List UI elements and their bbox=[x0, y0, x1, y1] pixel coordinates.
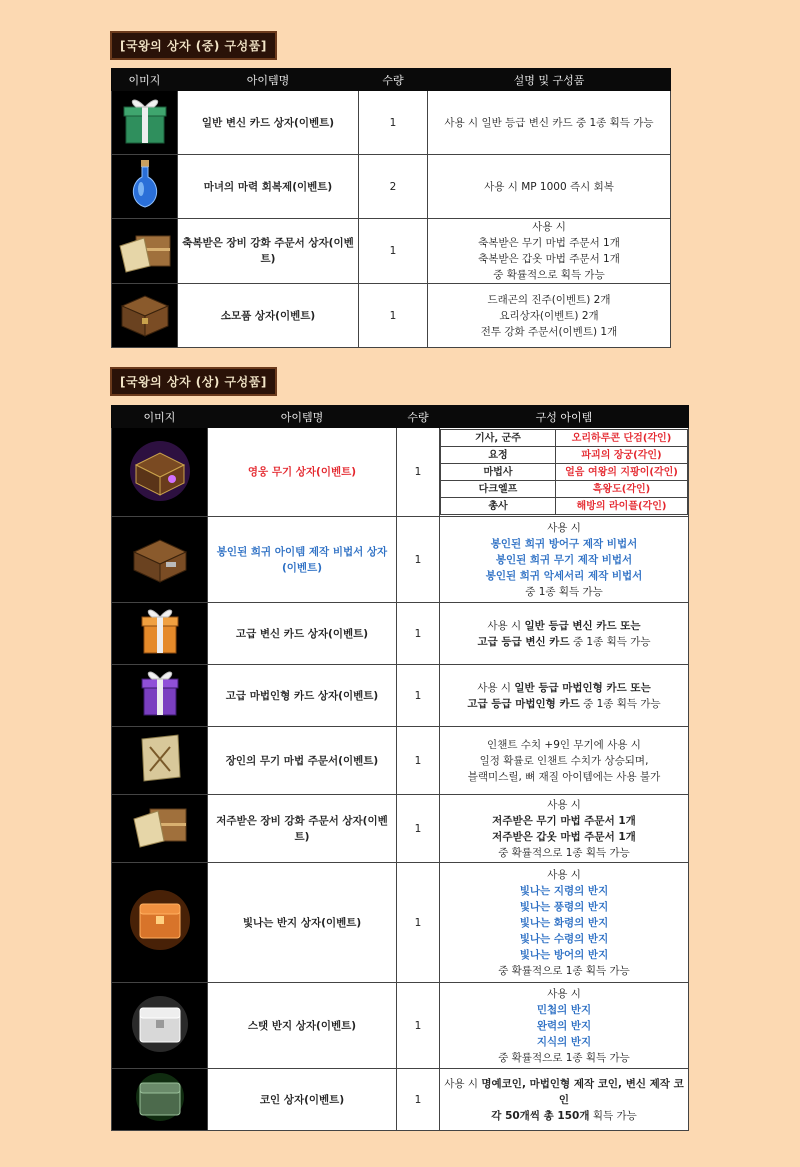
class-name: 다크엘프 bbox=[441, 481, 556, 498]
section2-title: [국왕의 상자 (상) 구성품] bbox=[110, 367, 277, 396]
desc-line: 중 1종 획득 가능 bbox=[525, 585, 603, 598]
item-name: 코인 상자(이벤트) bbox=[208, 1069, 397, 1131]
desc-line: 저주받은 무기 마법 주문서 1개 bbox=[492, 814, 636, 827]
item-qty: 2 bbox=[359, 155, 428, 219]
cursed-scroll-chest-icon bbox=[120, 795, 200, 857]
item-image bbox=[112, 91, 178, 155]
item-image bbox=[112, 795, 208, 863]
item-image bbox=[112, 665, 208, 727]
desc-line: 일정 확률로 인챈트 수치가 상승되며, bbox=[479, 754, 649, 767]
desc-line: 지식의 반지 bbox=[536, 1035, 592, 1048]
desc-line: 중 확률적으로 1종 획득 가능 bbox=[498, 1051, 630, 1064]
table-row bbox=[112, 155, 671, 219]
blue-potion-icon bbox=[114, 155, 176, 213]
item-desc: 사용 시 축복받은 무기 마법 주문서 1개 축복받은 갑옷 마법 주문서 1개 중 확률적으로 획득 가능 bbox=[428, 219, 671, 284]
item-name: 고급 마법인형 카드 상자(이벤트) bbox=[208, 665, 397, 727]
item-name: 마녀의 마력 회복제(이벤트) bbox=[178, 155, 359, 219]
table-row bbox=[112, 603, 689, 665]
wooden-chest-icon bbox=[114, 284, 176, 342]
item-desc bbox=[440, 983, 689, 1069]
table-row bbox=[112, 284, 671, 348]
table-row bbox=[112, 665, 689, 727]
desc-line: 저주받은 갑옷 마법 주문서 1개 bbox=[492, 830, 636, 843]
item-qty: 1 bbox=[397, 795, 440, 863]
desc-line: 빛나는 화령의 반지 bbox=[519, 916, 609, 929]
item-image bbox=[112, 517, 208, 603]
class-name: 기사, 군주 bbox=[441, 430, 556, 447]
desc-line: 블랙미스릴, 뼈 재질 아이템에는 사용 불가 bbox=[467, 770, 661, 783]
item-desc bbox=[440, 665, 689, 727]
item-qty: 1 bbox=[397, 983, 440, 1069]
class-row bbox=[441, 464, 688, 481]
class-item: 파괴의 장궁(각인) bbox=[556, 447, 688, 464]
item-name: 장인의 무기 마법 주문서(이벤트) bbox=[208, 727, 397, 795]
item-desc bbox=[440, 863, 689, 983]
desc-line: 각 50개씩 총 150개 획득 가능 bbox=[491, 1109, 637, 1122]
magic-scroll-icon bbox=[120, 727, 200, 789]
desc-line: 사용 시 일반 등급 마법인형 카드 또는 bbox=[477, 681, 651, 694]
desc-line: 봉인된 희귀 악세서리 제작 비법서 bbox=[485, 569, 643, 582]
desc-line: 빛나는 풍령의 반지 bbox=[519, 900, 609, 913]
table-row bbox=[112, 983, 689, 1069]
header-item-name: 아이템명 bbox=[178, 69, 359, 91]
item-image bbox=[112, 1069, 208, 1131]
desc-line: 민첩의 반지 bbox=[536, 1003, 592, 1016]
class-row bbox=[441, 447, 688, 464]
item-qty: 1 bbox=[397, 1069, 440, 1131]
desc-line: 사용 시 명예코인, 마법인형 제작 코인, 변신 제작 코인 bbox=[444, 1077, 684, 1106]
desc-line: 사용 시 bbox=[547, 798, 581, 811]
desc-line: 중 확률적으로 1종 획득 가능 bbox=[498, 846, 630, 859]
item-name: 고급 변신 카드 상자(이벤트) bbox=[208, 603, 397, 665]
class-name: 마법사 bbox=[441, 464, 556, 481]
item-name: 소모품 상자(이벤트) bbox=[178, 284, 359, 348]
item-qty: 1 bbox=[397, 665, 440, 727]
desc-line: 고급 등급 변신 카드 중 1종 획득 가능 bbox=[477, 635, 651, 648]
green-gift-box-icon bbox=[114, 91, 176, 149]
class-weapon-table bbox=[440, 429, 688, 515]
header-components: 구성 아이템 bbox=[440, 406, 689, 428]
item-name: 일반 변신 카드 상자(이벤트) bbox=[178, 91, 359, 155]
scroll-chest-icon bbox=[114, 220, 176, 278]
class-row bbox=[441, 498, 688, 515]
desc-line: 중 확률적으로 1종 획득 가능 bbox=[498, 964, 630, 977]
table-row bbox=[112, 1069, 689, 1131]
item-name: 축복받은 장비 강화 주문서 상자(이벤트) bbox=[178, 219, 359, 284]
table-row bbox=[112, 517, 689, 603]
item-desc: 드래곤의 진주(이벤트) 2개 요리상자(이벤트) 2개 전투 강화 주문서(이벤트) 1개 bbox=[428, 284, 671, 348]
header-qty: 수량 bbox=[397, 406, 440, 428]
item-image bbox=[112, 428, 208, 517]
item-image bbox=[112, 155, 178, 219]
item-desc bbox=[440, 727, 689, 795]
coin-chest-icon bbox=[120, 1069, 200, 1125]
desc-line: 사용 시 bbox=[547, 987, 581, 1000]
item-image bbox=[112, 727, 208, 795]
item-desc bbox=[440, 1069, 689, 1131]
item-name: 스탯 반지 상자(이벤트) bbox=[208, 983, 397, 1069]
item-image bbox=[112, 863, 208, 983]
purple-hero-chest-icon bbox=[120, 435, 200, 505]
class-row bbox=[441, 430, 688, 447]
desc-line: 고급 등급 마법인형 카드 중 1종 획득 가능 bbox=[467, 697, 661, 710]
table-row bbox=[112, 219, 671, 284]
item-name: 영웅 무기 상자(이벤트) bbox=[208, 428, 397, 517]
item-desc: 사용 시 일반 등급 변신 카드 중 1종 획득 가능 bbox=[428, 91, 671, 155]
item-qty: 1 bbox=[397, 727, 440, 795]
header-image: 이미지 bbox=[112, 406, 208, 428]
silver-ring-chest-icon bbox=[120, 988, 200, 1058]
class-item: 흑왕도(각인) bbox=[556, 481, 688, 498]
glowing-ring-chest-icon bbox=[120, 880, 200, 960]
table-high-box bbox=[111, 405, 689, 1131]
class-item: 얼음 여왕의 지팡이(각인) bbox=[556, 464, 688, 481]
desc-line: 인챈트 수치 +9인 무기에 사용 시 bbox=[487, 738, 641, 751]
desc-line: 사용 시 bbox=[547, 868, 581, 881]
item-name: 저주받은 장비 강화 주문서 상자(이벤트) bbox=[208, 795, 397, 863]
header-item-name: 아이템명 bbox=[208, 406, 397, 428]
table-row bbox=[112, 863, 689, 983]
item-image bbox=[112, 603, 208, 665]
item-image bbox=[112, 983, 208, 1069]
item-qty: 1 bbox=[359, 219, 428, 284]
desc-line: 완력의 반지 bbox=[536, 1019, 592, 1032]
item-desc bbox=[440, 517, 689, 603]
sealed-chest-icon bbox=[120, 522, 200, 592]
class-name: 총사 bbox=[441, 498, 556, 515]
item-qty: 1 bbox=[359, 91, 428, 155]
item-desc bbox=[440, 603, 689, 665]
table-row bbox=[112, 795, 689, 863]
item-desc bbox=[440, 795, 689, 863]
item-qty: 1 bbox=[397, 428, 440, 517]
table-row bbox=[112, 727, 689, 795]
header-description: 설명 및 구성품 bbox=[428, 69, 671, 91]
item-image bbox=[112, 219, 178, 284]
desc-line: 빛나는 방어의 반지 bbox=[519, 948, 609, 961]
table-row bbox=[112, 91, 671, 155]
desc-line: 봉인된 희귀 무기 제작 비법서 bbox=[495, 553, 633, 566]
item-qty: 1 bbox=[397, 863, 440, 983]
section1-title: [국왕의 상자 (중) 구성품] bbox=[110, 31, 277, 60]
class-item: 해방의 라이플(각인) bbox=[556, 498, 688, 515]
item-name: 빛나는 반지 상자(이벤트) bbox=[208, 863, 397, 983]
header-qty: 수량 bbox=[359, 69, 428, 91]
item-qty: 1 bbox=[397, 517, 440, 603]
item-qty: 1 bbox=[397, 603, 440, 665]
desc-line: 봉인된 희귀 방어구 제작 비법서 bbox=[490, 537, 638, 550]
purple-gift-box-icon bbox=[120, 665, 200, 721]
item-desc: 사용 시 MP 1000 즉시 회복 bbox=[428, 155, 671, 219]
desc-line: 빛나는 지령의 반지 bbox=[519, 884, 609, 897]
class-table-cell bbox=[440, 428, 689, 517]
orange-gift-box-icon bbox=[120, 603, 200, 659]
class-row bbox=[441, 481, 688, 498]
header-image: 이미지 bbox=[112, 69, 178, 91]
desc-line: 사용 시 bbox=[547, 521, 581, 534]
desc-line: 빛나는 수령의 반지 bbox=[519, 932, 609, 945]
table-medium-box bbox=[111, 68, 671, 348]
class-name: 요정 bbox=[441, 447, 556, 464]
item-name: 봉인된 희귀 아이템 제작 비법서 상자(이벤트) bbox=[208, 517, 397, 603]
table-row bbox=[112, 428, 689, 517]
item-image bbox=[112, 284, 178, 348]
item-qty: 1 bbox=[359, 284, 428, 348]
class-item: 오리하루콘 단검(각인) bbox=[556, 430, 688, 447]
desc-line: 사용 시 일반 등급 변신 카드 또는 bbox=[487, 619, 641, 632]
